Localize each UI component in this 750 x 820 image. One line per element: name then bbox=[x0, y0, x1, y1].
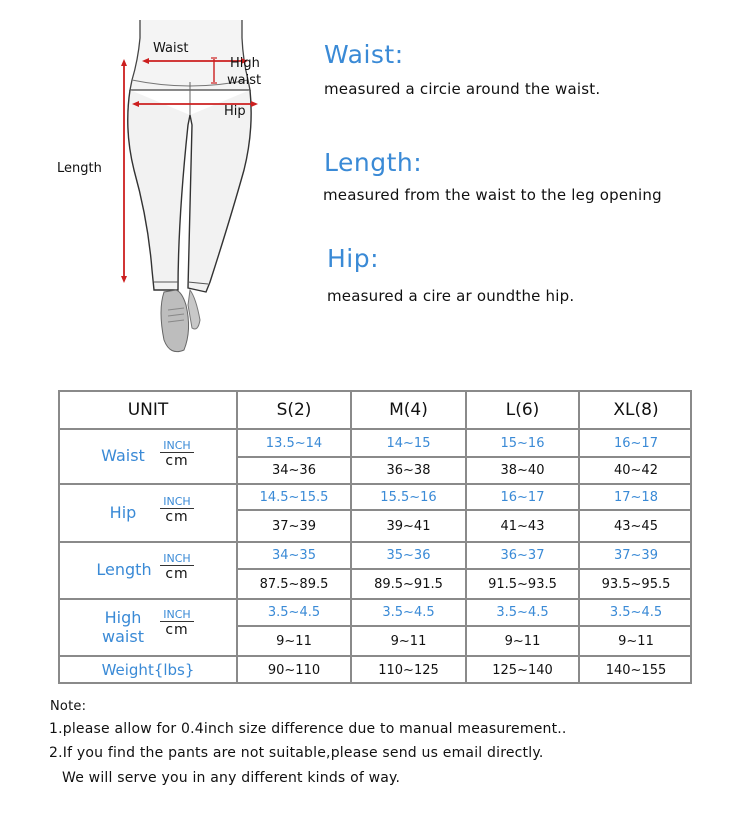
desc-text-hip: measured a cire ar oundthe hip. bbox=[327, 287, 575, 305]
unit-inch: INCH bbox=[160, 553, 194, 566]
size-chart-table bbox=[58, 390, 692, 684]
note-item-1: 1.please allow for 0.4inch size difference due to manual measurement.. bbox=[49, 721, 567, 737]
cell-weight-m: 110~125 bbox=[378, 663, 439, 678]
cell-hip-inch-s: 14.5~15.5 bbox=[259, 489, 329, 505]
cell-highwaist-inch-xl: 3.5~4.5 bbox=[609, 605, 663, 620]
row-label-high-waist-line1: High bbox=[104, 608, 142, 628]
cell-waist-inch-l: 15~16 bbox=[500, 435, 545, 451]
desc-title-waist: Waist: bbox=[324, 40, 404, 69]
cell-highwaist-inch-l: 3.5~4.5 bbox=[496, 605, 549, 620]
figure-label-waist: Waist bbox=[153, 41, 189, 56]
cell-hip-inch-m: 15.5~16 bbox=[380, 489, 437, 505]
cell-hip-inch-l: 16~17 bbox=[500, 489, 545, 505]
cell-highwaist-cm-m: 9~11 bbox=[390, 633, 427, 649]
figure-label-high-waist-1: High bbox=[230, 56, 260, 71]
cell-waist-cm-l: 38~40 bbox=[500, 463, 545, 478]
cell-highwaist-inch-m: 3.5~4.5 bbox=[382, 605, 435, 620]
cell-hip-cm-l: 41~43 bbox=[500, 518, 545, 534]
unit-inch: INCH bbox=[160, 496, 194, 509]
unit-inch-cm bbox=[160, 496, 194, 524]
cell-highwaist-cm-s: 9~11 bbox=[276, 633, 312, 649]
header-unit: UNIT bbox=[127, 400, 169, 420]
cell-highwaist-cm-l: 9~11 bbox=[504, 633, 541, 649]
cell-hip-inch-xl: 17~18 bbox=[614, 489, 658, 505]
cell-highwaist-cm-xl: 9~11 bbox=[618, 633, 654, 649]
figure-label-high-waist-2: waist bbox=[227, 73, 262, 88]
cell-length-inch-s: 34~35 bbox=[272, 548, 316, 563]
cell-waist-cm-s: 34~36 bbox=[272, 463, 316, 478]
unit-inch: INCH bbox=[160, 440, 194, 453]
header-size-l: L(6) bbox=[505, 400, 540, 420]
leggings-measurement-illustration bbox=[40, 20, 300, 365]
unit-inch-cm bbox=[160, 609, 194, 637]
header-size-s: S(2) bbox=[276, 400, 312, 420]
note-closing: We will serve you in any different kinds of way. bbox=[62, 770, 401, 786]
cell-length-cm-m: 89.5~91.5 bbox=[374, 576, 443, 592]
unit-cm: cm bbox=[165, 509, 189, 525]
cell-weight-xl: 140~155 bbox=[605, 663, 667, 678]
cell-waist-inch-xl: 16~17 bbox=[614, 435, 658, 451]
unit-cm: cm bbox=[165, 566, 189, 582]
cell-waist-cm-xl: 40~42 bbox=[614, 463, 658, 478]
row-label-hip: Hip bbox=[109, 502, 137, 522]
desc-title-length: Length: bbox=[324, 148, 423, 177]
note-heading: Note: bbox=[50, 699, 87, 714]
desc-text-waist: measured a circie around the waist. bbox=[324, 80, 601, 98]
cell-weight-l: 125~140 bbox=[492, 663, 553, 678]
cell-length-inch-m: 35~36 bbox=[386, 548, 431, 563]
note-item-2: 2.If you find the pants are not suitable,please send us email directly. bbox=[49, 745, 544, 761]
cell-length-inch-l: 36~37 bbox=[500, 548, 545, 563]
cell-hip-cm-s: 37~39 bbox=[272, 518, 316, 534]
header-size-m: M(4) bbox=[389, 400, 428, 420]
cell-waist-inch-s: 13.5~14 bbox=[265, 435, 323, 451]
leggings-drawing-icon bbox=[40, 20, 300, 365]
unit-inch-cm bbox=[160, 553, 194, 581]
unit-inch-cm bbox=[160, 440, 194, 468]
cell-weight-s: 90~110 bbox=[267, 663, 321, 678]
unit-cm: cm bbox=[165, 622, 189, 638]
unit-inch: INCH bbox=[160, 609, 194, 622]
desc-title-hip: Hip: bbox=[327, 244, 380, 273]
row-label-waist: Waist bbox=[101, 446, 145, 466]
unit-cm: cm bbox=[165, 453, 189, 469]
row-label-high-waist-line2: waist bbox=[102, 626, 144, 646]
cell-length-cm-l: 91.5~93.5 bbox=[488, 576, 557, 592]
cell-waist-cm-m: 36~38 bbox=[386, 463, 431, 478]
row-label-length: Length bbox=[96, 560, 152, 580]
desc-text-length: measured from the waist to the leg opening bbox=[323, 186, 662, 204]
row-label-weight: Weight{lbs} bbox=[101, 660, 195, 679]
cell-waist-inch-m: 14~15 bbox=[386, 435, 431, 451]
row-label-high-waist bbox=[88, 600, 158, 655]
cell-hip-cm-m: 39~41 bbox=[386, 518, 431, 534]
header-size-xl: XL(8) bbox=[613, 400, 659, 420]
cell-highwaist-inch-s: 3.5~4.5 bbox=[267, 605, 321, 620]
cell-hip-cm-xl: 43~45 bbox=[614, 518, 658, 534]
figure-label-hip: Hip bbox=[224, 104, 246, 119]
cell-length-cm-s: 87.5~89.5 bbox=[259, 576, 329, 592]
cell-length-inch-xl: 37~39 bbox=[614, 548, 658, 563]
figure-label-length: Length bbox=[57, 161, 102, 176]
cell-length-cm-xl: 93.5~95.5 bbox=[601, 576, 671, 592]
